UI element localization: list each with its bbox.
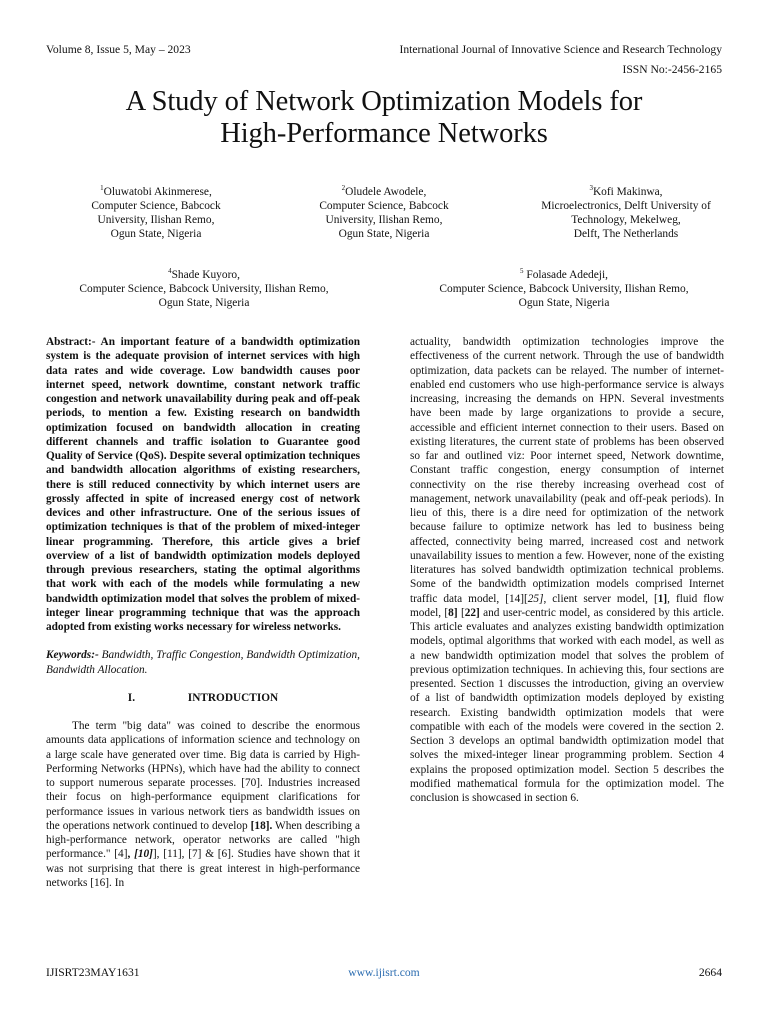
page-number: 2664 — [698, 966, 722, 979]
right-column — [410, 335, 724, 805]
author-1-affiliation-3: Ogun State, Nigeria — [110, 228, 202, 241]
author-2-affiliation-3: Ogun State, Nigeria — [338, 228, 430, 241]
right-text-1: actuality, bandwidth optimization technologies improve the effectiveness of the current network. Through the use of bandwidth optimization, data packets can be relayed. The number of internet-enabled end customers who use high-performance service is always increasing, increasing the demands on HPN. Several investments have been made by large organizations to provide a secure, accessible and efficient internet connection to their users. Based on existing literatures, the current state of problems has been observed so far and outlined viz: Poor internet speed, Network downtime, Constant traffic congestion, energy consumption of internet connectivity on the rise thereby increasing overhead cost of management, network unavailability (peak and off-peak periods). In lieu of this, there is a dire need for optimization of the network because failure to optimize network has led to business being affected, connectivity being marred, increased cost and network unavailability issues to mention a few. However, none of the existing literatures has solved bandwidth optimization technical problems. Some of the bandwidth optimization models comprised Internet traffic data model, [14][ — [410, 336, 724, 605]
right-text-4: [ — [457, 606, 465, 619]
intro-text-2: When describing a high-performance network, operator networks are called "high performance." [4] — [46, 819, 360, 861]
section-number: I. — [127, 691, 136, 704]
author-5-affiliation-1: Computer Science, Babcock University, Ilishan Remo, — [439, 283, 689, 295]
author-4 — [44, 264, 364, 310]
paper-title-line-1: A Study of Network Optimization Models for — [125, 86, 643, 117]
citation-8: 8] — [448, 606, 458, 619]
keywords-text: Bandwidth, Traffic Congestion, Bandwidth Optimization, Bandwidth Allocation. — [46, 649, 360, 676]
right-column-paragraph — [410, 335, 724, 805]
abstract-paragraph: Abstract:- An important feature of a bandwidth optimization system is the adequate provision of internet services with high data rates and wide coverage. Low bandwidth causes poor internet speed, network downtime, constant network traffic congestion and network unavailability during peak and off-peak periods, to mention a few. Existing research on bandwidth optimization focused on bandwidth allocation in creating different channels and traffic isolation to Guarantee good Quality of Service (QoS). Despite several optimization techniques and bandwidth allocation algorithms of existing researchers, there is still reduced connectivity by which internet users are grossly affected in spite of increased energy cost of network devices and other infrastructure. One of the serious issues of optimization techniques is that of the problem of mixed-integer linear programming. Therefore, this article gives a brief overview of a list of bandwidth optimization models deployed through previous researchers, stating the optimal algorithms that work with each of the models while formulating a new bandwidth optimization model that solves the problem of mixed-integer linear programming technique that was the approach adopted from existing works necessary for wireless networks. — [46, 336, 360, 633]
author-2-affiliation-2: University, Ilishan Remo, — [325, 214, 443, 227]
right-text-3: , fluid flow model, [ — [410, 592, 724, 619]
section-heading-introduction — [46, 691, 360, 705]
author-3-name: Kofi Makinwa, — [592, 185, 663, 198]
intro-paragraph — [46, 719, 360, 890]
author-4-name: Shade Kuyoro, — [171, 268, 240, 281]
author-5-number: 5 — [520, 267, 524, 275]
author-4-affiliation-2: Ogun State, Nigeria — [158, 297, 250, 310]
journal-name: International Journal of Innovative Science and Research Technology — [399, 43, 722, 56]
citation-10: [10] — [130, 848, 153, 861]
paper-id: IJISRT23MAY1631 — [46, 966, 140, 979]
author-5 — [404, 264, 724, 310]
author-1-name: Oluwatobi Akinmerese, — [103, 185, 212, 198]
left-column — [46, 335, 360, 890]
author-2-affiliation-1: Computer Science, Babcock — [319, 200, 449, 212]
volume-issue-label: Volume 8, Issue 5, May – 2023 — [46, 43, 191, 56]
intro-text-1: The term "big data" was coined to describe the enormous amounts data applications of information science and technology on a large scale have generated over time. Big data is carried by High-Performing Networks (HPNs), which have had the ability to connect to support numerous separate processes. [70]. Industries increased their focus on high-performance equipment clarifications for performance issues in various network tiers as bandwidth issues on the operations network continued to develop — [46, 720, 360, 832]
author-1-affiliation-2: University, Ilishan Remo, — [97, 214, 215, 227]
keywords-label: Keywords:- — [46, 649, 99, 662]
author-3-affiliation-2: Technology, Mekelweg, — [571, 214, 681, 227]
author-3-affiliation-1: Microelectronics, Delft University of — [541, 200, 711, 212]
keywords-paragraph — [46, 648, 360, 677]
citation-25: 25] — [527, 592, 544, 605]
author-1-number: 1 — [100, 184, 104, 192]
citation-1: 1] — [657, 592, 668, 605]
issn-label: ISSN No:-2456-2165 — [622, 63, 722, 76]
author-2 — [272, 181, 496, 242]
author-5-name: Folasade Adedeji, — [523, 268, 608, 281]
intro-comma: , — [127, 848, 131, 861]
author-1 — [44, 181, 268, 242]
author-4-number: 4 — [168, 267, 172, 275]
paper-title-line-2: High-Performance Networks — [220, 118, 548, 149]
intro-text-3: ], [11], [7] & [6]. Studies have shown that it was not surprising that there is great interest in high-performance networks [16]. In — [46, 848, 360, 889]
author-3-number: 3 — [589, 184, 593, 192]
author-2-number: 2 — [341, 184, 346, 192]
author-5-affiliation-2: Ogun State, Nigeria — [518, 297, 610, 310]
author-3 — [512, 181, 740, 242]
author-4-affiliation-1: Computer Science, Babcock University, Ilishan Remo, — [79, 283, 329, 295]
section-title: INTRODUCTION — [187, 691, 279, 704]
right-text-2: , client server model, [ — [543, 592, 658, 605]
author-3-affiliation-3: Delft, The Netherlands — [573, 228, 679, 241]
citation-22: 22] — [464, 606, 480, 619]
author-1-affiliation-1: Computer Science, Babcock — [91, 200, 221, 212]
author-2-name: Oludele Awodele, — [345, 185, 427, 198]
citation-18: [18]. — [250, 819, 273, 832]
journal-url-link[interactable]: www.ijisrt.com — [348, 966, 420, 979]
right-text-5: and user-centric model, as considered by this article. This article evaluates and analyzes existing bandwidth optimization models, optimal algorithms that worked with each model, as well as a new bandwidth optimization model that solves the problem of previous optimization techniques. In achieving this, four sections are presented. Section 1 discusses the introduction, giving an overview of a list of bandwidth optimization models deployed by existing research. Existing bandwidth optimization models that were compatible with each of the models were covered in the section 2. Section 3 develops an optimal bandwidth optimization model that solves the mixed-integer linear programming problem. Section 4 explains the proposed optimization model. Section 5 describes the modified mathematical formula for the optimization model. The conclusion is showcased in section 6. — [410, 606, 724, 804]
paper-title — [40, 86, 728, 150]
